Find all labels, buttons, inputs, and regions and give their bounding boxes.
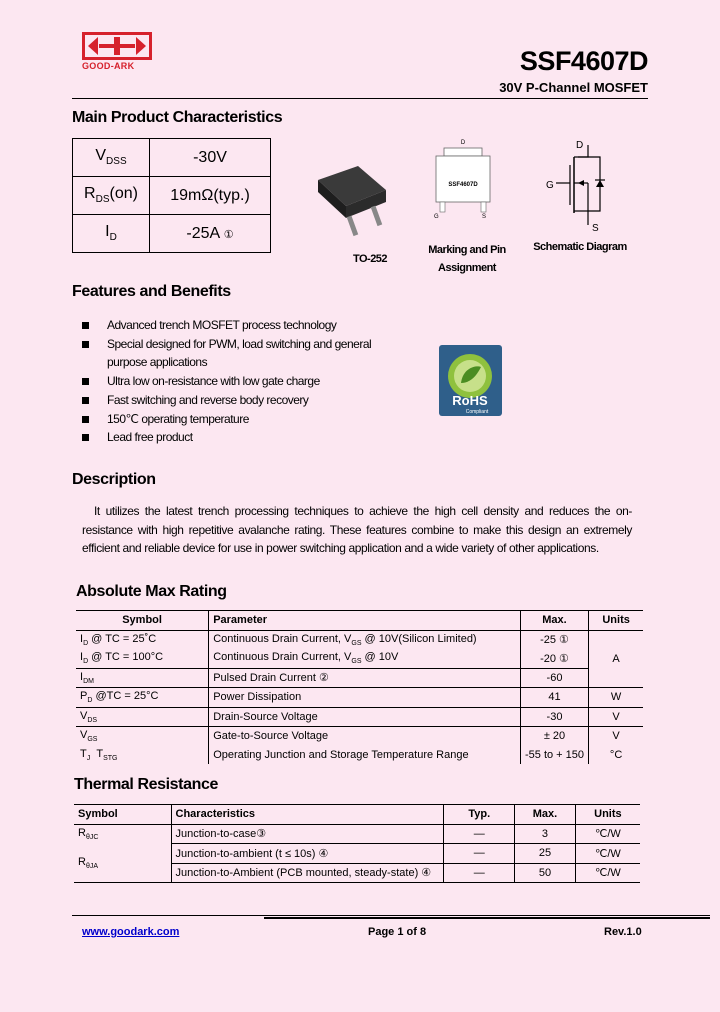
schematic-s-label: S xyxy=(592,223,599,234)
website-link[interactable]: www.goodark.com xyxy=(82,926,180,938)
list-item: Fast switching and reverse body recovery xyxy=(82,391,382,410)
table-row xyxy=(73,177,271,215)
list-item: Advanced trench MOSFET process technology xyxy=(82,316,382,335)
list-item: 150℃ operating temperature xyxy=(82,410,382,429)
main-characteristics-table xyxy=(72,138,271,253)
value-cell: 19mΩ(typ.) xyxy=(150,177,271,215)
list-item: Special designed for PWM, load switching and general purpose applications xyxy=(82,335,382,372)
schematic-diagram xyxy=(540,135,620,235)
description-title: Description xyxy=(72,471,156,488)
to252-package-image xyxy=(310,160,392,242)
list-item: Ultra low on-resistance with low gate charge xyxy=(82,372,382,391)
table-row: $I_D$ @ TC = 100°C Continuous Drain Current, $V_{GS}$ @ 10V -20 ① xyxy=(76,649,643,668)
revision: Rev.1.0 xyxy=(604,926,642,938)
table-row xyxy=(73,139,271,177)
company-name: GOOD-ARK xyxy=(82,61,135,71)
symbol-cell: $V_{DSS}$ xyxy=(73,139,150,177)
symbol-cell: $I_D$ xyxy=(73,215,150,253)
table-header-row: Symbol Parameter Max. Units xyxy=(76,611,643,631)
rohs-sublabel: Compliant xyxy=(465,409,489,415)
pin-d-label: D xyxy=(460,140,466,146)
abs-max-title: Absolute Max Rating xyxy=(76,583,227,600)
symbol-cell: $R_{DS}(on)$ xyxy=(73,177,150,215)
company-logo xyxy=(82,32,152,60)
package-caption: TO-252 xyxy=(352,253,388,265)
main-characteristics-title: Main Product Characteristics xyxy=(72,109,283,126)
table-row: $P_D$ @TC = 25°C Power Dissipation 41 W xyxy=(76,688,643,708)
table-row: $T_J$ $T_{STG}$ Operating Junction and Storage Temperature Range -55 to + 150 °C xyxy=(76,746,643,765)
schematic-caption: Schematic Diagram xyxy=(533,241,627,253)
features-list xyxy=(82,316,382,447)
marking-text: SSF4607D xyxy=(448,182,478,188)
abs-max-table xyxy=(76,610,643,764)
table-row: $R_{\theta JA}$ Junction-to-ambient (t ≤ 10s) ④ — 25 ℃/W xyxy=(74,844,640,864)
table-header-row: Symbol Characteristics Typ. Max. Units xyxy=(74,805,640,825)
pin-g-label: G xyxy=(434,214,439,220)
value-cell: -30V xyxy=(150,139,271,177)
description-text: It utilizes the latest trench processing techniques to achieve the high cell density and reduces the on-resistance with high repetitive avalanche rating. These features combine to make this design an extremely efficient and reliable device for use in power switching application and a wide variety of other applications. xyxy=(82,504,632,555)
page-number: Page 1 of 8 xyxy=(368,926,427,938)
marking-diagram xyxy=(426,138,502,222)
rohs-label: RoHS xyxy=(452,393,488,408)
header-divider xyxy=(72,98,648,99)
value-cell: -25A ① xyxy=(150,215,271,253)
table-row: Junction-to-Ambient (PCB mounted, steady-state) ④ — 50 ℃/W xyxy=(74,863,640,883)
schematic-d-label: D xyxy=(576,140,584,151)
rohs-badge xyxy=(439,345,502,416)
table-row: $I_D$ @ TC = 25˚C Continuous Drain Current, $V_{GS}$ @ 10V(Silicon Limited) -25 ① A xyxy=(76,630,643,649)
marking-caption: Marking and Pin Assignment xyxy=(428,244,506,274)
table-row: $V_{DS}$ Drain-Source Voltage -30 V xyxy=(76,707,643,727)
schematic-g-label: G xyxy=(546,180,554,191)
table-row: $V_{GS}$ Gate-to-Source Voltage ± 20 V xyxy=(76,727,643,746)
part-number: SSF4607D xyxy=(519,46,648,76)
table-row: $I_{DM}$ Pulsed Drain Current ② -60 xyxy=(76,668,643,688)
table-row xyxy=(73,215,271,253)
footer-divider xyxy=(72,915,710,916)
table-row: $R_{\theta JC}$ Junction-to-case③ — 3 ℃/W xyxy=(74,824,640,844)
pin-s-label: S xyxy=(482,214,487,220)
device-subtitle: 30V P-Channel MOSFET xyxy=(499,80,648,95)
features-title: Features and Benefits xyxy=(72,283,231,300)
thermal-title: Thermal Resistance xyxy=(74,776,218,793)
footer-divider-bold xyxy=(264,917,710,919)
list-item: Lead free product xyxy=(82,428,382,447)
thermal-table xyxy=(74,804,640,883)
